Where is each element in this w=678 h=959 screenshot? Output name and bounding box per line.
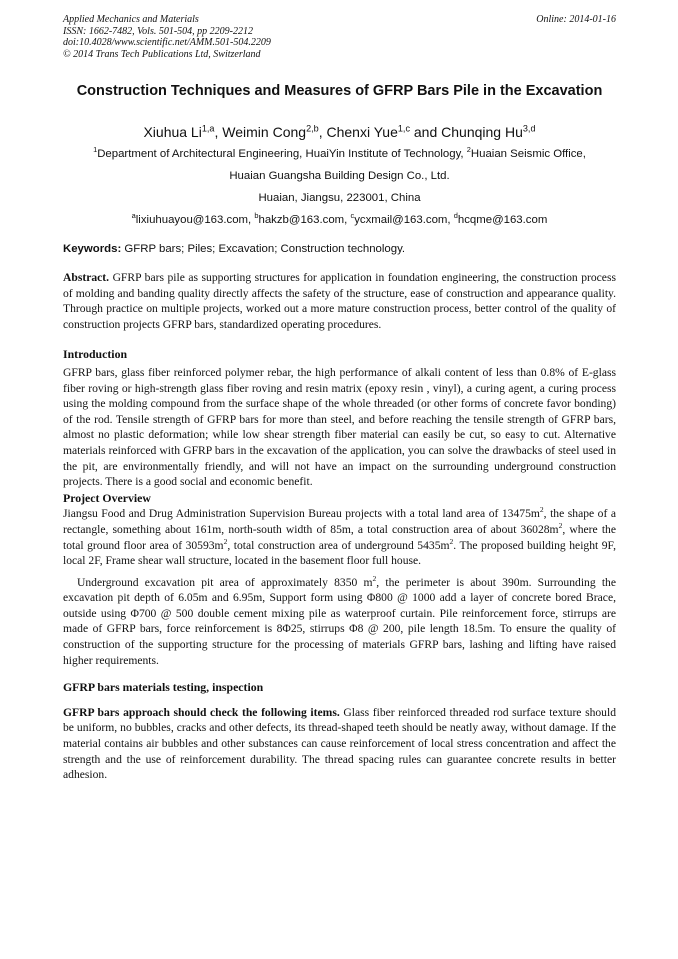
affiliation-superscript: 2 xyxy=(466,145,471,155)
text-run: Underground excavation pit area of approximately 8350 m xyxy=(77,575,373,589)
author-superscript: 1,c xyxy=(397,123,410,134)
section-heading-introduction: Introduction xyxy=(63,347,128,362)
email-link[interactable]: hakzb@163.com, xyxy=(258,214,348,226)
text-run: , the shape of a rectangle, something about 161m, north-south width of 85m, a total construction area of about 36028m xyxy=(63,507,616,536)
author-list xyxy=(63,123,616,141)
journal-issn: ISSN: 1662-7482, Vols. 501-504, pp 2209-2212 xyxy=(63,25,253,37)
unit-superscript: 2 xyxy=(449,536,454,546)
author-name: Xiuhua Li xyxy=(143,124,202,140)
author-name: Chunqing Hu xyxy=(441,124,523,140)
keywords xyxy=(63,241,616,257)
project-paragraph-2 xyxy=(63,575,616,669)
unit-superscript: 2 xyxy=(223,536,228,546)
journal-info xyxy=(63,14,271,60)
author-superscript: 1,a xyxy=(201,123,215,134)
text-run: , the perimeter is about 390m. Surrounding the excavation pit depth of 6.05m and 6.95m, Support form using Φ800 @ 1000 add a layer of concrete bored Brace, outside using Φ700 @ 500 double cement mixing pile as waterproof curtain. Pile reinforcement force, stirrups are made of GFRP bars, force reinforcement is 8Φ25, stirrups Φ8 @ 200, pile length 18.5m. To ensure the quality of construction of the supporting structure for the processing of materials GFRP bars, lashing and lifting have raised higher requirements. xyxy=(63,575,616,667)
journal-doi[interactable]: doi:10.4028/www.scientific.net/AMM.501-504.2209 xyxy=(63,37,271,48)
journal-name: Applied Mechanics and Materials xyxy=(63,14,199,25)
unit-superscript: 2 xyxy=(372,573,377,583)
abstract-label: Abstract. xyxy=(63,271,110,284)
journal-copyright: © 2014 Trans Tech Publications Ltd, Switzerland xyxy=(63,48,261,60)
text-run: , where the total ground floor area of 30593m xyxy=(63,522,616,552)
email-superscript: d xyxy=(453,211,458,221)
affiliation-superscript: 1 xyxy=(93,145,98,155)
affiliation-line xyxy=(63,143,616,165)
email-link[interactable]: hcqme@163.com xyxy=(457,214,548,226)
paper-title: Construction Techniques and Measures of GFRP Bars Pile in the Excavation xyxy=(76,83,603,99)
author-separator: , xyxy=(214,124,219,140)
keywords-text: GFRP bars; Piles; Excavation; Construction technology. xyxy=(124,243,406,255)
affiliation-text: Huaian Seismic Office, xyxy=(470,148,586,160)
email-link[interactable]: ycxmail@163.com, xyxy=(354,214,451,226)
unit-superscript: 2 xyxy=(539,505,544,515)
keywords-label: Keywords: xyxy=(63,243,122,255)
abstract-text: GFRP bars pile as supporting structures for application in foundation engineering, the construction process of molding and banding quality directly affects the safety of the structure, ease of construction and appearance quality. Through practice on multiple projects, worked out a more mature construction process, better control of the quality of construction projects GFRP bars, standardized operating procedures. xyxy=(63,271,616,331)
project-paragraph-1 xyxy=(63,506,616,568)
email-superscript: a xyxy=(131,211,136,221)
author-separator: , xyxy=(318,124,323,140)
email-link[interactable]: lixiuhuayou@163.com, xyxy=(135,214,252,226)
email-superscript: c xyxy=(350,211,355,221)
online-date: Online: 2014-01-16 xyxy=(536,14,616,25)
unit-superscript: 2 xyxy=(558,521,563,531)
abstract xyxy=(63,270,616,332)
testing-lead: GFRP bars approach should check the following items. xyxy=(63,705,340,719)
author-emails xyxy=(63,211,616,229)
text-run: , total construction area of underground 5435m xyxy=(227,538,450,552)
affiliation-text: Department of Architectural Engineering, HuaiYin Institute of Technology, xyxy=(97,148,464,160)
author-conjunction: and xyxy=(413,124,438,140)
journal-header xyxy=(63,14,616,60)
text-run: Jiangsu Food and Drug Administration Supervision Bureau projects with a total land area of 13475m xyxy=(63,507,540,521)
author-name: Chenxi Yue xyxy=(326,124,398,140)
text-run: . The proposed building height 9F, local 2F, Frame shear wall structure, located in the basement floor full house. xyxy=(63,538,616,568)
affiliation-line: Huaian, Jiangsu, 223001, China xyxy=(258,192,421,204)
author-superscript: 3,d xyxy=(522,123,536,134)
affiliations xyxy=(63,143,616,209)
email-superscript: b xyxy=(254,211,259,221)
section-heading-materials-testing: GFRP bars materials testing, inspection xyxy=(63,680,264,695)
testing-text: Glass fiber reinforced threaded rod surface texture should be uniform, no bubbles, cracks and other defects, its thread-shaped teeth should be neatly away, without damage. If the material contains air bubbles and other substances can cause reinforcement of local stress concentration and affect the strength and the use of reinforcement durability. The thread spacing rules can guarantee concrete results in better adhesion. xyxy=(63,705,616,782)
section-heading-project-overview: Project Overview xyxy=(63,490,151,505)
author-name: Weimin Cong xyxy=(222,124,307,140)
testing-paragraph xyxy=(63,705,616,783)
affiliation-line: Huaian Guangsha Building Design Co., Ltd. xyxy=(229,170,450,182)
introduction-paragraph: GFRP bars, glass fiber reinforced polymer rebar, the high performance of alkali content of less than 0.8% of E-glass fiber roving or high-strength glass fiber roving and resin matrix (epoxy resin , vinyl), a curing agent, a curing process using the molding compound from the surface shape of the whole threaded (or other forms of concrete favor bonding) of the rod. Tensile strength of GFRP bars for more than steel, and before reaching the tensile strength of GFRP bars, almost no plastic deformation; while low shear strength fiber material can easily be cut, so easy to cut. Alternative materials reinforced with GFRP bars in the excavation of the application, you can solve the drawbacks of steel used in the pit, are environmentally friendly, and will not have an impact on the surrounding underground construction projects. There is a good social and economic benefit. xyxy=(63,365,616,489)
author-superscript: 2,b xyxy=(306,123,319,134)
